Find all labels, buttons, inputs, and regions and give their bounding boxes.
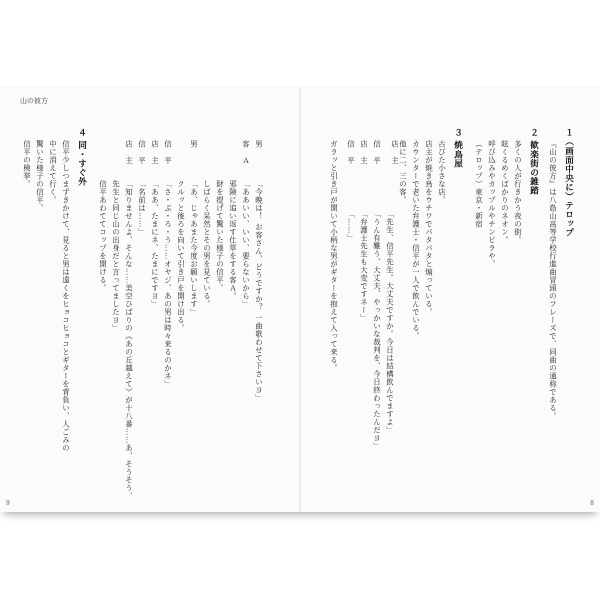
script-line: 信平少しつまずきかけて、見ると男は遠くをヒョコヒョコとギターを背負い、人ごみの bbox=[61, 140, 71, 452]
speaker-name: 男 bbox=[254, 140, 264, 157]
script-line: 「ああ、たまにネ、たまにですヨ」 bbox=[150, 180, 160, 308]
speaker-name: 信平 bbox=[346, 140, 356, 173]
script-line: 古びた小さな店。 bbox=[437, 140, 447, 204]
script-line: 店主が焼き鳥をウチワでパタパタと煽っている。 bbox=[424, 140, 434, 316]
script-line: 先生と同じ山の出身だと言ってましたヨ」 bbox=[111, 180, 121, 332]
speaker-name: 店主 bbox=[150, 140, 160, 173]
script-line: ガラッと引き戸が開いて小柄な男がギターを抱えて入って来る。 bbox=[329, 140, 339, 372]
speaker-name: 信平 bbox=[163, 140, 173, 173]
script-line: 「……」 bbox=[346, 210, 356, 242]
script-line: 邪険に追い返す仕草をする客Ａ。 bbox=[228, 180, 238, 300]
scene-heading: ４ 同・すぐ外 bbox=[76, 128, 87, 187]
script-line: 「さ・ぶ・ろ・う……オヤジ、あの男は時々来るのかネ」 bbox=[163, 180, 173, 388]
script-line: 「うん有難う、大丈夫、やっかいな裁判を、今日終わったんだヨ」 bbox=[372, 210, 382, 450]
script-line: 「名前は……」 bbox=[137, 180, 147, 236]
script-line: 「先生、信平先生。大丈夫ですか。今日は結構飲んでますよ」 bbox=[385, 210, 395, 434]
script-line: 他に二、三の客。 bbox=[398, 140, 408, 204]
script-line: 信平の検挙。 bbox=[22, 140, 32, 188]
script-line: 呼び込みやカップルやチンピラや。 bbox=[487, 140, 497, 268]
script-line: 驚いた様子の信平。 bbox=[35, 140, 45, 212]
script-line: 「今晩は！ お客さん、どうですか？ 一曲歌わせて下さいヨ」 bbox=[254, 180, 264, 402]
book-spread bbox=[0, 88, 600, 512]
speaker-name: 男 bbox=[189, 140, 199, 157]
script-line: しばらく呆然とその男を見ている。 bbox=[202, 180, 212, 308]
script-line: 眩くるめくばかりのネオン。 bbox=[500, 140, 510, 244]
scene-heading: ３ 焼鳥屋 bbox=[452, 128, 463, 168]
script-line: 「弁護士先生も大変ですネー」 bbox=[359, 210, 369, 322]
script-line: 『山の彼方』は八島山高等学校行進曲冒頭のフレーズで、同曲の通称である。 bbox=[548, 140, 558, 420]
script-line: クルッと後ろを向いて引き戸を開け出る。 bbox=[176, 180, 186, 332]
scene-heading: １（画面中央に）テロップ bbox=[563, 128, 574, 238]
script-line: 多くの人が行きかう夜の街。 bbox=[513, 140, 523, 244]
page-number-right: 8 bbox=[590, 500, 594, 507]
script-line: 財を提げて驚いた様子の信平。 bbox=[215, 180, 225, 292]
running-head: 山の彼方 bbox=[20, 97, 48, 105]
page-number-left: 9 bbox=[6, 500, 10, 507]
speaker-name: 信平 bbox=[137, 140, 147, 173]
speaker-name: 信平 bbox=[372, 140, 382, 173]
scene-heading: ２ 歓楽街の雑踏 bbox=[528, 128, 539, 196]
script-line: （テロップ）東京・新宿 bbox=[474, 140, 484, 228]
speaker-name: 客Ａ bbox=[241, 140, 251, 173]
speaker-name: 店主 bbox=[390, 140, 400, 173]
script-line: 「知りませんよ、そんな……美空ひばりの《あの丘越えて》が十八番……あ、そうそう、 bbox=[124, 180, 134, 500]
speaker-name: 店主 bbox=[359, 140, 369, 173]
speaker-name: 店主 bbox=[124, 140, 134, 173]
script-line: 「あ、じゃあまた今度お願いします」 bbox=[189, 180, 199, 316]
script-line: 「ああいい、いい、要らないから」 bbox=[241, 180, 251, 308]
script-line: 信平あわててコップを開ける。 bbox=[98, 180, 108, 292]
script-line: カウンターで老いた弁護士・信平が一人で飲んでいる。 bbox=[411, 140, 421, 340]
script-line: 中に消えて行く。 bbox=[48, 140, 58, 204]
book-gutter bbox=[299, 88, 301, 512]
